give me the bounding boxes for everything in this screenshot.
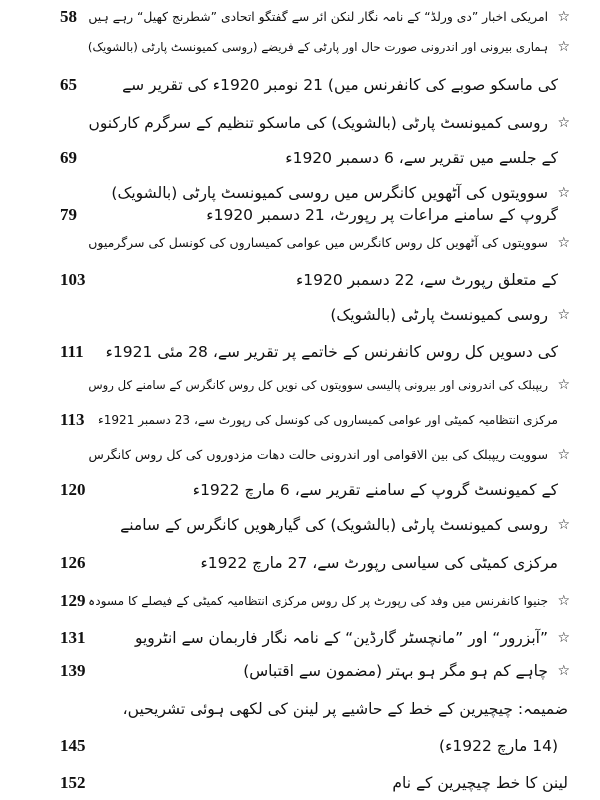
toc-entry-title: سوویتوں کی آٹھویں کانگرس میں روسی کمیونسٹ پارٹی (بالشویک): [111, 184, 548, 202]
page-number: 103: [60, 270, 86, 289]
toc-entry-line: [40, 768, 568, 798]
star-outline-icon: ☆: [557, 593, 570, 609]
toc-entry-title: (14 مارچ 1922ء): [439, 737, 558, 755]
toc-entry-line: [40, 200, 568, 230]
toc-entry-line: [40, 143, 568, 173]
star-outline-icon: ☆: [557, 663, 570, 679]
toc-entry-line: [40, 510, 568, 540]
toc-entry-title: گروپ کے سامنے مراعات پر رپورٹ، 21 دسمبر 1920ء: [206, 206, 558, 224]
toc-entry-title: روسی کمیونسٹ پارٹی (بالشویک): [330, 306, 548, 324]
toc-entry-line: [40, 475, 568, 505]
toc-entry-line: [40, 694, 568, 724]
toc-entry-title: کی ماسکو صوبے کی کانفرنس میں) 21 نومبر 1920ء کی تقریر سے: [122, 76, 558, 94]
toc-entry-line: [40, 265, 568, 295]
star-outline-icon: ☆: [557, 9, 570, 25]
page-number: 111: [60, 342, 84, 361]
star-outline-icon: ☆: [557, 185, 570, 201]
toc-entry-title: کے کمیونسٹ گروپ کے سامنے تقریر سے، 6 مارچ 1922ء: [192, 481, 558, 499]
page-number: 65: [60, 75, 77, 94]
toc-entry-line: [40, 228, 568, 258]
toc-entry-line: [40, 70, 568, 100]
toc-entry-line: [40, 548, 568, 578]
page-number: 113: [60, 410, 85, 429]
toc-entry-line: [40, 440, 568, 470]
toc-entry-title: لینن کا خط چیچیرین کے نام: [392, 774, 568, 792]
toc-entry-line: [40, 300, 568, 330]
toc-entry-title: چاہے کم ہو مگر ہو بہتر (مضمون سے اقتباس): [243, 662, 548, 680]
toc-entry-title: روسی کمیونسٹ پارٹی (بالشویک) کی ماسکو تنظیم کے سرگرم کارکنوں: [88, 114, 548, 132]
toc-entry-line: [40, 2, 568, 32]
toc-entry-title: ضمیمہ: چیچیرین کے خط کے حاشیے پر لینن کی لکھی ہوئی تشریحیں،: [122, 700, 568, 718]
star-outline-icon: ☆: [557, 235, 570, 251]
page-number: 126: [60, 553, 86, 572]
page-number: 69: [60, 148, 77, 167]
page-number: 152: [60, 773, 86, 792]
toc-entry-title: جنیوا کانفرنس میں وفد کی رپورٹ پر کل روس مرکزی انتظامیہ کمیٹی کے فیصلے کا مسودہ: [88, 594, 548, 608]
page-number: 58: [60, 7, 77, 26]
toc-entry-title: کے متعلق رپورٹ سے، 22 دسمبر 1920ء: [295, 271, 558, 289]
page-number: 79: [60, 205, 77, 224]
toc-entry-title: کے جلسے میں تقریر سے، 6 دسمبر 1920ء: [285, 149, 558, 167]
page-number: 129: [60, 591, 86, 610]
toc-entry-line: [40, 337, 568, 367]
star-outline-icon: ☆: [557, 115, 570, 131]
toc-entry-line: [40, 405, 568, 435]
toc-entry-line: [40, 370, 568, 400]
toc-entry-title: ”آبزرور“ اور ”مانچسٹر گارڈین“ کے نامہ نگار فاربمان سے انٹرویو: [134, 629, 548, 647]
toc-entry-title: سوویتوں کی آٹھویں کل روس کانگرس میں عوامی کمیساروں کی کونسل کی سرگرمیوں: [88, 235, 548, 250]
toc-entry-title: ریپبلک کی اندرونی اور بیرونی پالیسی سوویتوں کی نویں کل روس کانگرس کے سامنے کل روس: [88, 378, 548, 392]
toc-entry-title: امریکی اخبار ”دی ورلڈ“ کے نامہ نگار لنکن ائر سے گفتگو اتحادی ”شطرنج کھیل“ رہے ہیں: [88, 10, 548, 24]
star-outline-icon: ☆: [557, 630, 570, 646]
toc-entry-title: روسی کمیونسٹ پارٹی (بالشویک) کی گیارھویں کانگرس کے سامنے: [120, 516, 548, 534]
toc-entry-line: [40, 108, 568, 138]
page-number: 120: [60, 480, 86, 499]
page-number: 131: [60, 628, 86, 647]
toc-entry-line: [40, 586, 568, 616]
toc-entry-line: [40, 656, 568, 686]
page-number: 145: [60, 736, 86, 755]
toc-entry-title: کی دسویں کل روس کانفرنس کے خاتمے پر تقریر سے، 28 مئی 1921ء: [105, 343, 558, 361]
toc-entry-title: سوویت ریپبلک کی بین الاقوامی اور اندرونی حالت دھات مزدوروں کی کل روس کانگرس: [88, 447, 548, 462]
star-outline-icon: ☆: [557, 39, 570, 55]
star-outline-icon: ☆: [557, 447, 570, 463]
toc-entry-line: [40, 623, 568, 653]
toc-entry-line: [40, 731, 568, 761]
star-outline-icon: ☆: [557, 307, 570, 323]
star-outline-icon: ☆: [557, 377, 570, 393]
toc-entry-title: ہماری بیرونی اور اندرونی صورت حال اور پارٹی کے فریضے (روسی کمیونسٹ پارٹی (بالشویک): [87, 40, 548, 54]
toc-entry-line: [40, 32, 568, 62]
page-number: 139: [60, 661, 86, 680]
toc-entry-title: مرکزی انتظامیہ کمیٹی اور عوامی کمیساروں کی کونسل کی رپورٹ سے، 23 دسمبر 1921ء: [98, 413, 558, 427]
star-outline-icon: ☆: [557, 517, 570, 533]
toc-entry-title: مرکزی کمیٹی کی سیاسی رپورٹ سے، 27 مارچ 1922ء: [200, 554, 558, 572]
